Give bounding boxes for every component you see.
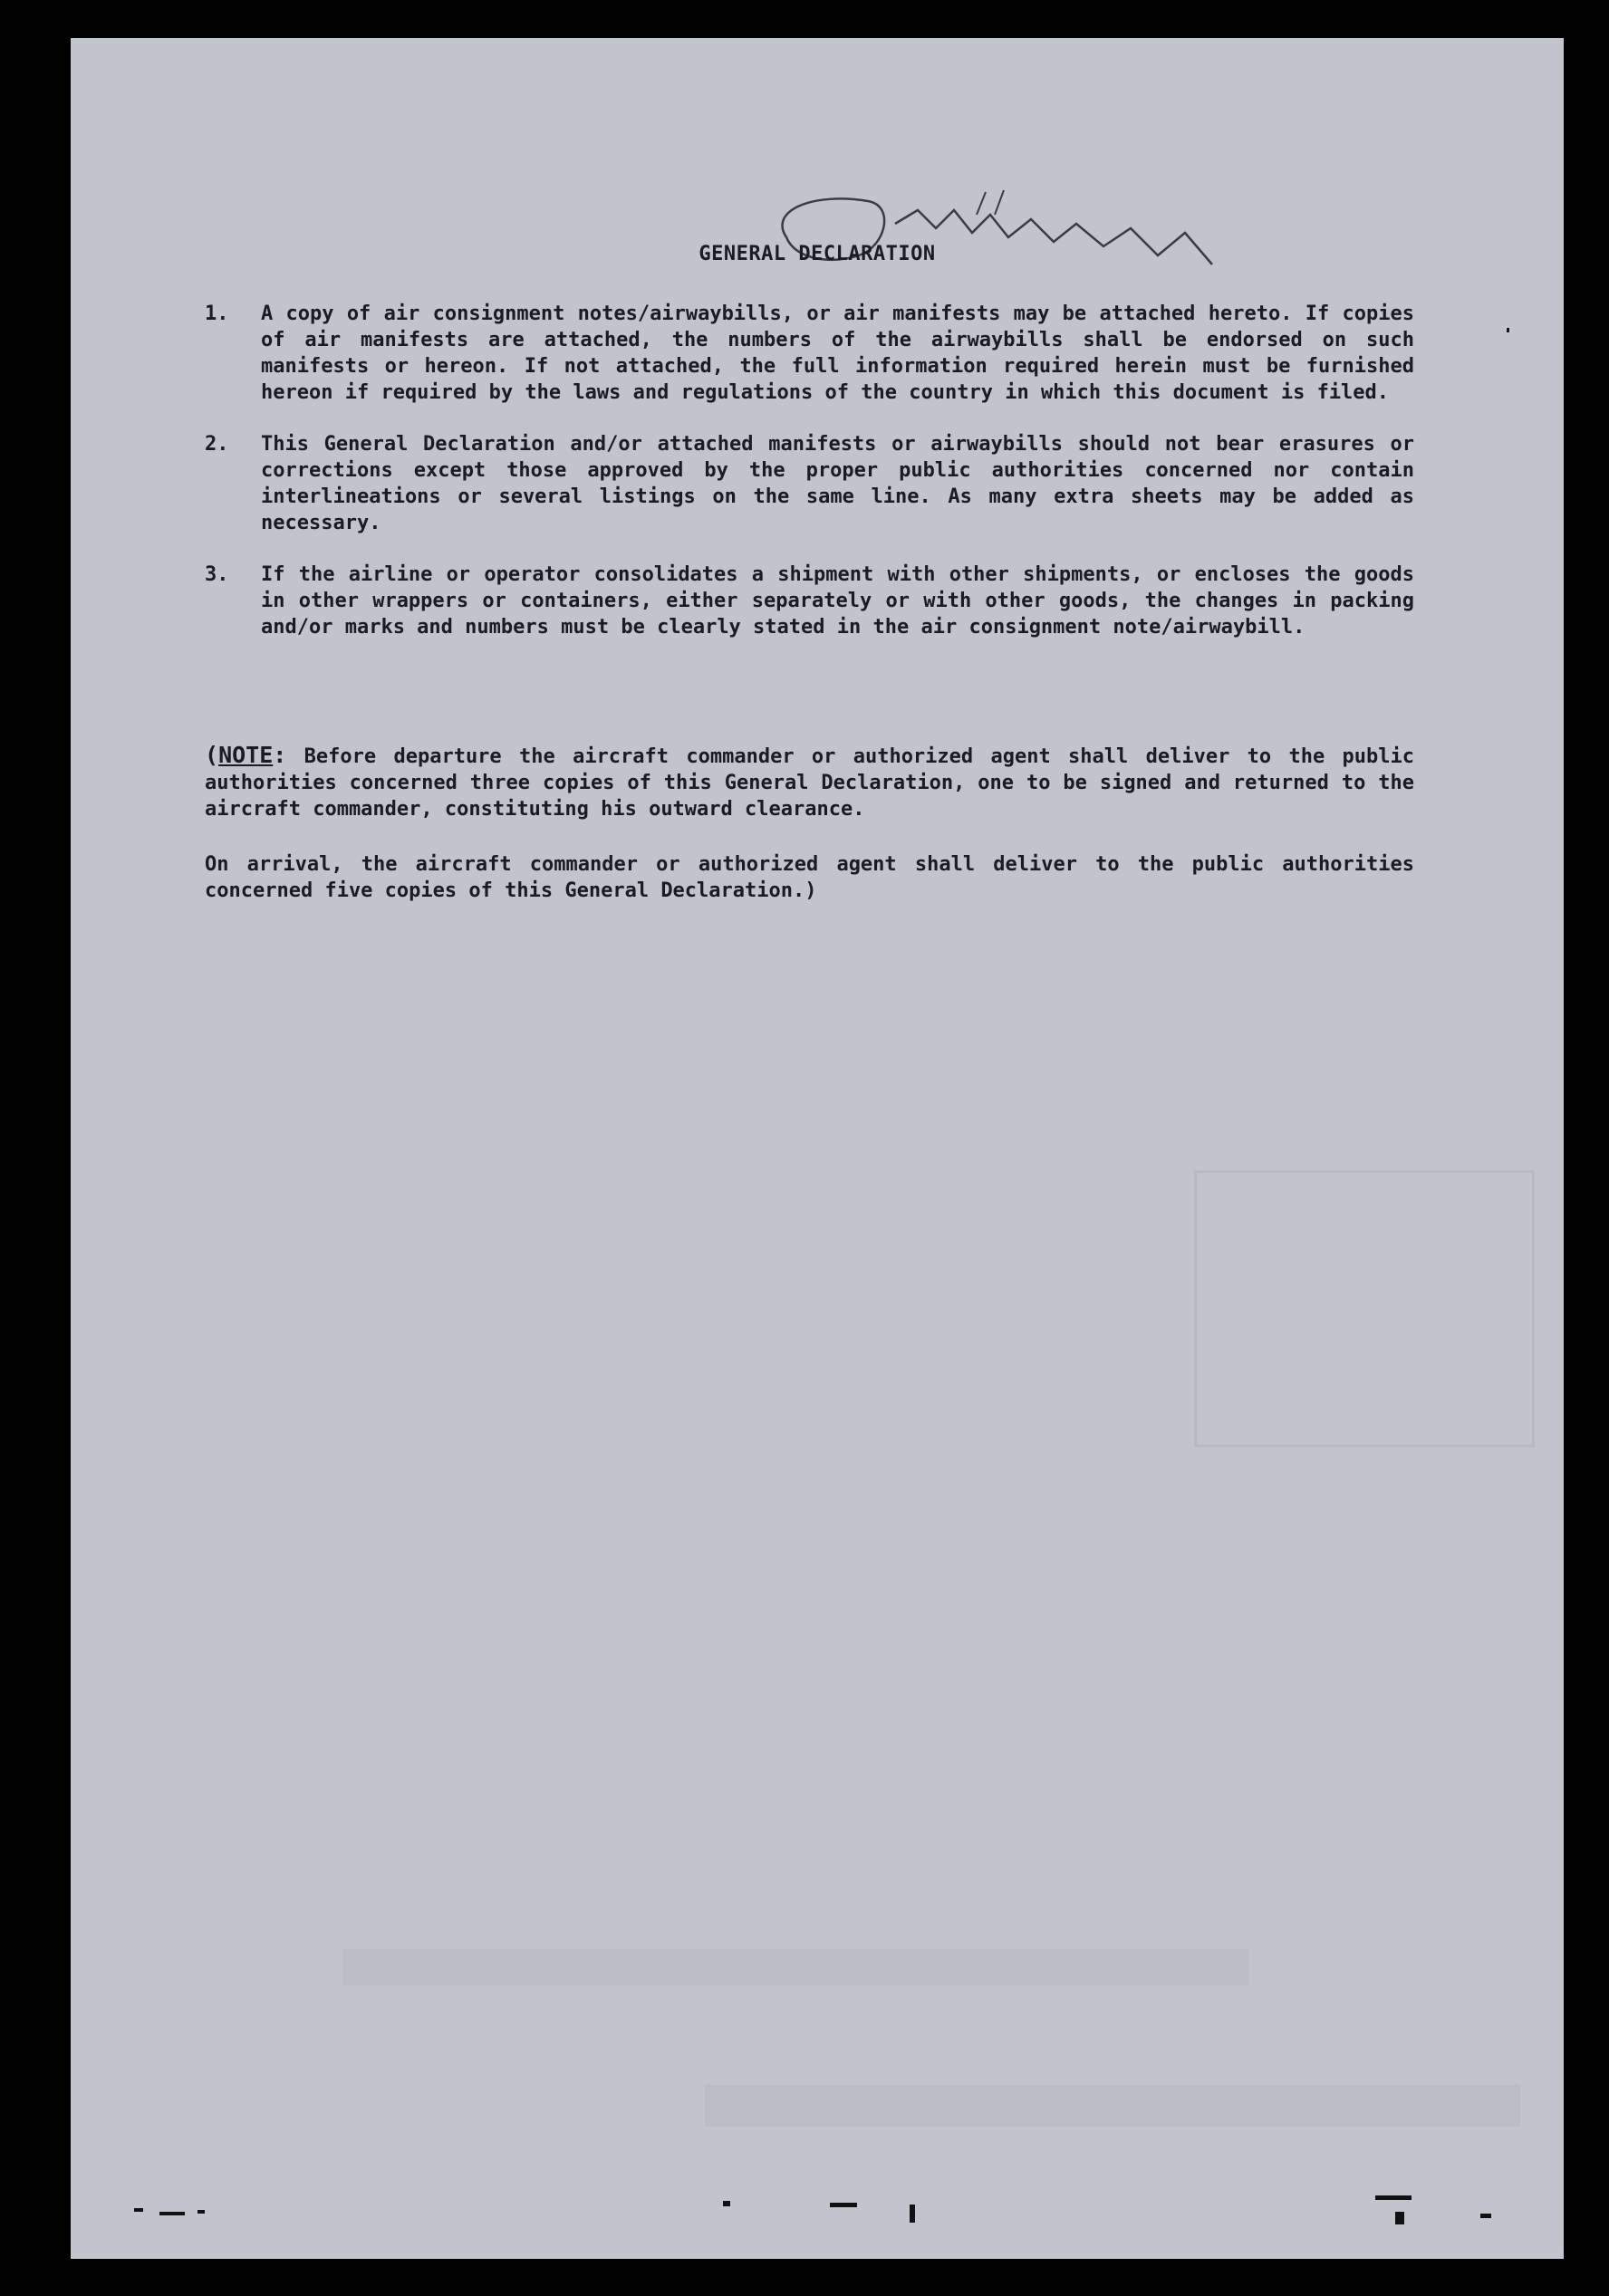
list-item (205, 562, 1414, 640)
list-item (205, 301, 1414, 406)
bleed-through-mark (1194, 1170, 1535, 1447)
scan-speck (830, 2203, 857, 2207)
bleed-through-mark (705, 2085, 1520, 2127)
departure-note (205, 742, 1414, 822)
item-number: 1. (205, 303, 229, 325)
item-text: A copy of air consignment notes/airwaybills, or air manifests may be attached hereto. If copies of air manifests are attached, the numbers of the airwaybills shall be endorsed on such manifests or hereon. If not attached, the full information required herein must be furnished hereon if required by the laws and regulations of the country in which this document is filed. (261, 303, 1414, 404)
instruction-list (205, 301, 1414, 666)
list-item (205, 431, 1414, 536)
item-number: 3. (205, 563, 229, 586)
scan-speck (1395, 2212, 1404, 2224)
scan-speck (1480, 2214, 1491, 2218)
scan-speck (1507, 328, 1509, 332)
scan-speck (159, 2212, 185, 2215)
note-label: NOTE (218, 742, 274, 768)
scan-speck (198, 2210, 205, 2214)
scan-speck (1375, 2195, 1411, 2200)
note-open-paren: ( (205, 742, 219, 768)
document-title: GENERAL DECLARATION (699, 243, 936, 265)
scan-speck (910, 2205, 915, 2223)
document-page (71, 38, 1564, 2259)
note-colon: : (273, 742, 287, 768)
scan-speck (134, 2208, 143, 2212)
arrival-note: On arrival, the aircraft commander or authorized agent shall deliver to the public authorities concerned five copies of this General Declaration.) (205, 853, 1414, 902)
scan-speck (723, 2201, 730, 2206)
note-text: Before departure the aircraft commander or authorized agent shall deliver to the public authorities concerned three copies of this General Declaration, one to be signed and returned to the aircraft commander, constituting his outward clearance. (205, 745, 1414, 821)
handwritten-annotation (759, 174, 1230, 283)
item-number: 2. (205, 433, 229, 456)
item-text: This General Declaration and/or attached manifests or airwaybills should not bear erasures or corrections except those approved by the proper public authorities concerned nor contain interlineations or several listings on the same line. As many extra sheets may be added as necessary. (261, 433, 1414, 534)
item-text: If the airline or operator consolidates a shipment with other shipments, or encloses the goods in other wrappers or containers, either separately or with other goods, the changes in packing and/or marks and numbers must be clearly stated in the air consignment note/airwaybill. (261, 563, 1414, 639)
bleed-through-mark (342, 1949, 1248, 1985)
